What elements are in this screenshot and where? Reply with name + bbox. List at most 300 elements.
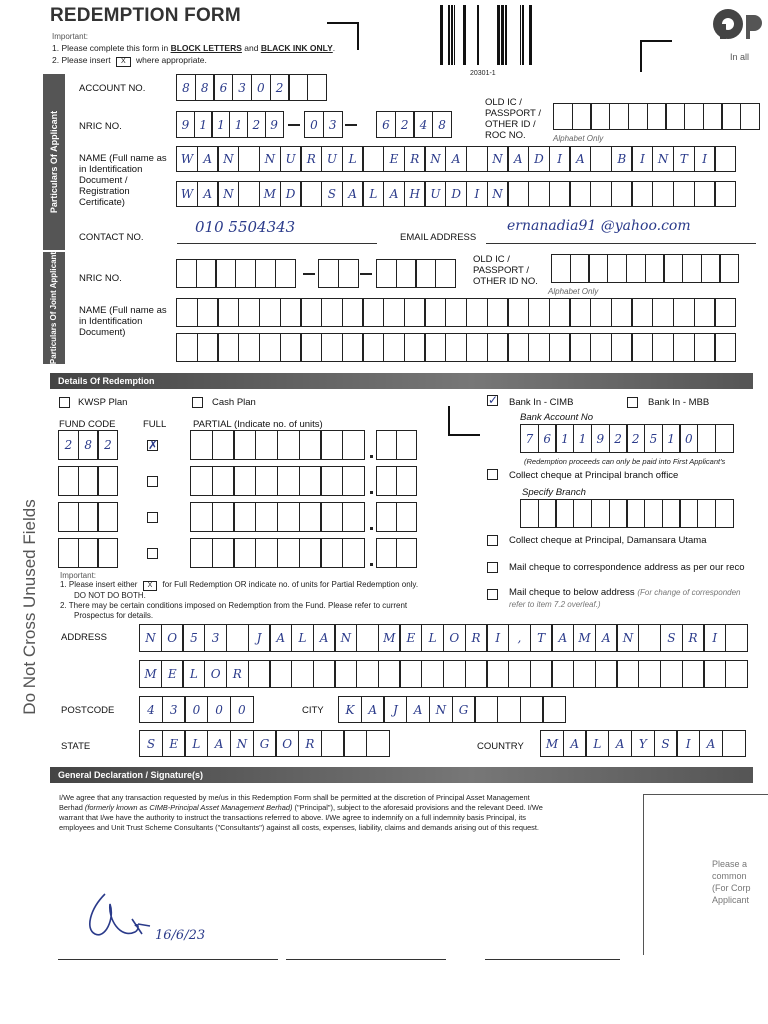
char-box[interactable]: 7 [520, 424, 539, 453]
char-box[interactable] [362, 298, 384, 327]
char-box[interactable]: R [300, 146, 322, 172]
char-box[interactable] [233, 502, 256, 532]
char-box[interactable] [280, 333, 302, 362]
char-box[interactable] [421, 660, 444, 688]
char-box[interactable] [288, 74, 308, 101]
char-box[interactable]: 0 [251, 74, 271, 101]
char-box[interactable] [573, 660, 596, 688]
char-box[interactable] [299, 502, 322, 532]
char-box[interactable] [694, 181, 716, 207]
char-box[interactable] [549, 333, 571, 362]
char-box[interactable] [277, 430, 300, 460]
char-box[interactable]: O [161, 624, 184, 652]
char-box[interactable] [466, 146, 488, 172]
char-box[interactable]: 8 [195, 74, 215, 101]
char-box[interactable] [647, 103, 667, 130]
char-box[interactable] [376, 502, 397, 532]
char-box[interactable]: N [487, 146, 509, 172]
char-box[interactable] [703, 660, 726, 688]
char-box[interactable] [196, 259, 217, 288]
char-box[interactable] [299, 538, 322, 568]
char-box[interactable] [217, 298, 239, 327]
char-box[interactable]: N [217, 146, 239, 172]
char-box[interactable] [715, 499, 734, 528]
partial-units-field[interactable] [190, 466, 365, 496]
char-box[interactable]: 9 [591, 424, 610, 453]
char-box[interactable]: O [275, 730, 299, 757]
char-box[interactable] [611, 181, 633, 207]
char-box[interactable]: 0 [304, 111, 324, 138]
mail-below-checkbox[interactable] [487, 589, 498, 600]
char-box[interactable]: N [334, 624, 357, 652]
char-box[interactable] [570, 254, 590, 283]
char-box[interactable]: 0 [230, 696, 254, 723]
char-box[interactable] [396, 430, 417, 460]
char-box[interactable] [721, 103, 741, 130]
bank-mbb-checkbox[interactable] [627, 397, 638, 408]
char-box[interactable] [694, 298, 716, 327]
char-box[interactable]: L [291, 624, 314, 652]
joint-nric-field-part3[interactable] [376, 259, 456, 288]
char-box[interactable]: 2 [97, 430, 118, 460]
char-box[interactable] [528, 333, 550, 362]
char-box[interactable] [694, 333, 716, 362]
char-box[interactable] [383, 333, 405, 362]
char-box[interactable]: 2 [247, 111, 266, 138]
char-box[interactable]: L [342, 146, 364, 172]
bank-account-field[interactable] [520, 424, 734, 453]
char-box[interactable]: 1 [555, 424, 574, 453]
char-box[interactable] [190, 466, 213, 496]
char-box[interactable]: 3 [204, 624, 227, 652]
char-box[interactable] [233, 430, 256, 460]
char-box[interactable] [740, 103, 760, 130]
char-box[interactable] [590, 146, 612, 172]
char-box[interactable] [722, 730, 746, 757]
char-box[interactable] [474, 696, 498, 723]
char-box[interactable] [682, 254, 702, 283]
char-box[interactable] [277, 538, 300, 568]
char-box[interactable] [176, 333, 198, 362]
char-box[interactable]: 6 [538, 424, 557, 453]
char-box[interactable] [259, 298, 281, 327]
char-box[interactable]: D [280, 181, 302, 207]
char-box[interactable] [445, 333, 467, 362]
char-box[interactable] [255, 430, 278, 460]
char-box[interactable]: L [182, 660, 205, 688]
char-box[interactable]: N [429, 696, 453, 723]
char-box[interactable] [609, 103, 629, 130]
partial-decimals-field[interactable] [376, 466, 417, 496]
char-box[interactable] [217, 333, 239, 362]
char-box[interactable]: N [616, 624, 639, 652]
char-box[interactable] [507, 181, 529, 207]
char-box[interactable]: 5 [182, 624, 205, 652]
char-box[interactable] [697, 499, 716, 528]
char-box[interactable]: J [383, 696, 407, 723]
char-box[interactable]: 0 [184, 696, 208, 723]
char-box[interactable] [682, 660, 705, 688]
char-box[interactable] [520, 499, 539, 528]
char-box[interactable]: A [207, 730, 231, 757]
char-box[interactable] [628, 103, 648, 130]
char-box[interactable]: N [652, 146, 674, 172]
collect-dsu-checkbox[interactable] [487, 535, 498, 546]
nric-field-part1[interactable] [176, 111, 284, 138]
char-box[interactable] [320, 502, 343, 532]
char-box[interactable] [626, 499, 645, 528]
char-box[interactable] [415, 259, 436, 288]
char-box[interactable]: 8 [78, 430, 99, 460]
char-box[interactable]: 1 [662, 424, 681, 453]
char-box[interactable]: A [342, 181, 364, 207]
char-box[interactable] [673, 333, 695, 362]
char-box[interactable] [362, 333, 384, 362]
char-box[interactable]: 3 [232, 74, 252, 101]
fund-code-field[interactable] [58, 538, 118, 568]
char-box[interactable]: S [660, 624, 683, 652]
name-field-row1[interactable] [176, 146, 736, 172]
char-box[interactable] [645, 254, 665, 283]
char-box[interactable] [255, 502, 278, 532]
char-box[interactable] [300, 181, 322, 207]
char-box[interactable] [342, 538, 365, 568]
char-box[interactable]: D [445, 181, 467, 207]
char-box[interactable]: 6 [213, 74, 233, 101]
char-box[interactable]: M [139, 660, 162, 688]
char-box[interactable] [396, 502, 417, 532]
char-box[interactable] [396, 466, 417, 496]
char-box[interactable] [466, 333, 488, 362]
char-box[interactable] [176, 298, 198, 327]
bank-cimb-checkbox[interactable]: ✓ [488, 393, 499, 407]
joint-name-field-row2[interactable] [176, 333, 736, 362]
postcode-field[interactable] [139, 696, 254, 723]
char-box[interactable]: 0 [679, 424, 698, 453]
full-redemption-checkbox[interactable]: ✗ [148, 438, 159, 452]
char-box[interactable] [259, 333, 281, 362]
char-box[interactable] [507, 298, 529, 327]
char-box[interactable]: I [694, 146, 716, 172]
char-box[interactable]: R [682, 624, 705, 652]
char-box[interactable] [725, 660, 748, 688]
joint-nric-field-part1[interactable] [176, 259, 296, 288]
char-box[interactable] [595, 660, 618, 688]
char-box[interactable] [190, 538, 213, 568]
kwsp-plan-checkbox[interactable] [59, 397, 70, 408]
char-box[interactable] [652, 298, 674, 327]
char-box[interactable] [376, 430, 397, 460]
contact-no-value[interactable]: 010 5504343 [195, 218, 296, 236]
char-box[interactable] [714, 298, 736, 327]
char-box[interactable] [226, 624, 249, 652]
char-box[interactable] [435, 259, 456, 288]
char-box[interactable] [588, 254, 608, 283]
nric-field-part3[interactable] [376, 111, 452, 138]
char-box[interactable] [269, 660, 292, 688]
char-box[interactable]: S [321, 181, 343, 207]
char-box[interactable]: A [595, 624, 618, 652]
partial-decimals-field[interactable] [376, 502, 417, 532]
city-field[interactable] [338, 696, 566, 723]
char-box[interactable] [590, 298, 612, 327]
char-box[interactable] [497, 696, 521, 723]
joint-old-ic-field[interactable] [551, 254, 739, 283]
char-box[interactable]: A [563, 730, 587, 757]
char-box[interactable]: W [176, 181, 198, 207]
char-box[interactable] [465, 660, 488, 688]
partial-units-field[interactable] [190, 502, 365, 532]
char-box[interactable] [396, 259, 417, 288]
char-box[interactable] [376, 259, 397, 288]
char-box[interactable] [334, 660, 357, 688]
char-box[interactable]: 2 [609, 424, 628, 453]
char-box[interactable]: L [421, 624, 444, 652]
char-box[interactable]: A [445, 146, 467, 172]
char-box[interactable] [320, 466, 343, 496]
char-box[interactable] [300, 333, 322, 362]
char-box[interactable] [549, 181, 571, 207]
partial-decimals-field[interactable] [376, 538, 417, 568]
char-box[interactable]: O [204, 660, 227, 688]
char-box[interactable] [443, 660, 466, 688]
char-box[interactable]: 8 [176, 74, 196, 101]
char-box[interactable]: L [184, 730, 208, 757]
char-box[interactable]: W [176, 146, 198, 172]
char-box[interactable] [212, 466, 235, 496]
char-box[interactable] [78, 502, 99, 532]
char-box[interactable] [551, 254, 571, 283]
joint-name-field-row1[interactable] [176, 298, 736, 327]
char-box[interactable] [307, 74, 327, 101]
char-box[interactable]: 1 [194, 111, 213, 138]
char-box[interactable] [190, 430, 213, 460]
char-box[interactable] [321, 298, 343, 327]
char-box[interactable] [725, 624, 748, 652]
char-box[interactable]: D [528, 146, 550, 172]
char-box[interactable]: N [487, 181, 509, 207]
char-box[interactable] [321, 333, 343, 362]
specify-branch-field[interactable] [520, 499, 734, 528]
char-box[interactable]: 4 [139, 696, 163, 723]
char-box[interactable]: I [486, 624, 509, 652]
char-box[interactable] [714, 146, 736, 172]
char-box[interactable] [424, 298, 446, 327]
char-box[interactable]: G [452, 696, 476, 723]
char-box[interactable]: M [573, 624, 596, 652]
char-box[interactable]: I [676, 730, 700, 757]
char-box[interactable] [238, 298, 260, 327]
char-box[interactable]: I [703, 624, 726, 652]
char-box[interactable]: S [654, 730, 678, 757]
char-box[interactable]: A [699, 730, 723, 757]
char-box[interactable] [376, 466, 397, 496]
char-box[interactable] [320, 430, 343, 460]
char-box[interactable] [507, 333, 529, 362]
char-box[interactable]: 2 [58, 430, 79, 460]
char-box[interactable] [399, 660, 422, 688]
char-box[interactable]: A [551, 624, 574, 652]
char-box[interactable] [342, 502, 365, 532]
char-box[interactable] [338, 259, 359, 288]
char-box[interactable]: K [338, 696, 362, 723]
char-box[interactable]: A [406, 696, 430, 723]
char-box[interactable]: 6 [376, 111, 396, 138]
char-box[interactable] [212, 430, 235, 460]
char-box[interactable] [590, 333, 612, 362]
char-box[interactable]: T [530, 624, 553, 652]
char-box[interactable]: A [197, 146, 219, 172]
char-box[interactable] [679, 499, 698, 528]
char-box[interactable] [520, 696, 544, 723]
char-box[interactable]: Y [631, 730, 655, 757]
char-box[interactable] [673, 298, 695, 327]
char-box[interactable]: J [248, 624, 271, 652]
char-box[interactable] [233, 466, 256, 496]
char-box[interactable] [626, 254, 646, 283]
char-box[interactable]: U [280, 146, 302, 172]
char-box[interactable] [528, 298, 550, 327]
char-box[interactable]: N [259, 146, 281, 172]
char-box[interactable]: E [399, 624, 422, 652]
name-field-row2[interactable] [176, 181, 736, 207]
char-box[interactable]: E [162, 730, 186, 757]
char-box[interactable] [300, 298, 322, 327]
mail-corr-checkbox[interactable] [487, 562, 498, 573]
char-box[interactable] [343, 730, 367, 757]
full-redemption-checkbox[interactable] [147, 548, 158, 559]
char-box[interactable] [486, 660, 509, 688]
fund-code-field[interactable] [58, 430, 118, 460]
char-box[interactable] [569, 298, 591, 327]
char-box[interactable] [275, 259, 296, 288]
char-box[interactable]: G [253, 730, 277, 757]
char-box[interactable] [376, 538, 397, 568]
char-box[interactable]: U [321, 146, 343, 172]
char-box[interactable]: O [443, 624, 466, 652]
char-box[interactable] [291, 660, 314, 688]
char-box[interactable] [97, 538, 118, 568]
char-box[interactable]: I [549, 146, 571, 172]
char-box[interactable]: 2 [626, 424, 645, 453]
char-box[interactable] [356, 624, 379, 652]
char-box[interactable]: R [404, 146, 426, 172]
char-box[interactable]: 9 [176, 111, 195, 138]
char-box[interactable]: H [404, 181, 426, 207]
char-box[interactable] [197, 298, 219, 327]
char-box[interactable] [569, 333, 591, 362]
char-box[interactable] [673, 181, 695, 207]
char-box[interactable] [97, 466, 118, 496]
char-box[interactable] [404, 333, 426, 362]
char-box[interactable]: 9 [265, 111, 284, 138]
char-box[interactable] [530, 660, 553, 688]
char-box[interactable] [299, 430, 322, 460]
char-box[interactable] [320, 538, 343, 568]
partial-decimals-field[interactable] [376, 430, 417, 460]
char-box[interactable] [235, 259, 256, 288]
char-box[interactable] [277, 466, 300, 496]
char-box[interactable] [404, 298, 426, 327]
char-box[interactable] [277, 502, 300, 532]
char-box[interactable]: N [139, 624, 162, 652]
char-box[interactable]: T [673, 146, 695, 172]
char-box[interactable] [58, 466, 79, 496]
char-box[interactable] [616, 660, 639, 688]
address-field-row1[interactable] [139, 624, 748, 652]
char-box[interactable] [665, 103, 685, 130]
char-box[interactable] [176, 259, 197, 288]
char-box[interactable]: R [298, 730, 322, 757]
char-box[interactable]: L [362, 181, 384, 207]
address-field-row2[interactable] [139, 660, 748, 688]
char-box[interactable]: 3 [323, 111, 343, 138]
char-box[interactable] [321, 730, 345, 757]
char-box[interactable] [719, 254, 739, 283]
char-box[interactable] [212, 502, 235, 532]
partial-units-field[interactable] [190, 538, 365, 568]
char-box[interactable] [238, 181, 260, 207]
char-box[interactable]: 1 [229, 111, 248, 138]
char-box[interactable] [660, 660, 683, 688]
char-box[interactable] [590, 181, 612, 207]
char-box[interactable] [190, 502, 213, 532]
collect-branch-checkbox[interactable] [487, 469, 498, 480]
char-box[interactable] [553, 103, 573, 130]
char-box[interactable]: 0 [207, 696, 231, 723]
char-box[interactable]: S [139, 730, 163, 757]
char-box[interactable] [638, 624, 661, 652]
char-box[interactable] [528, 181, 550, 207]
char-box[interactable] [299, 466, 322, 496]
char-box[interactable]: M [378, 624, 401, 652]
char-box[interactable] [466, 298, 488, 327]
char-box[interactable]: 1 [573, 424, 592, 453]
char-box[interactable] [255, 538, 278, 568]
char-box[interactable] [684, 103, 704, 130]
char-box[interactable]: 8 [432, 111, 452, 138]
char-box[interactable] [607, 254, 627, 283]
char-box[interactable] [366, 730, 390, 757]
char-box[interactable]: A [197, 181, 219, 207]
char-box[interactable]: A [361, 696, 385, 723]
char-box[interactable] [573, 499, 592, 528]
char-box[interactable]: I [466, 181, 488, 207]
char-box[interactable] [714, 181, 736, 207]
char-box[interactable]: A [569, 146, 591, 172]
signature-line-1[interactable] [58, 959, 278, 960]
char-box[interactable] [212, 538, 235, 568]
fund-code-field[interactable] [58, 502, 118, 532]
char-box[interactable] [652, 333, 674, 362]
char-box[interactable] [555, 499, 574, 528]
char-box[interactable] [97, 502, 118, 532]
char-box[interactable]: 5 [644, 424, 663, 453]
char-box[interactable]: N [230, 730, 254, 757]
old-ic-field[interactable] [553, 103, 760, 130]
char-box[interactable]: U [424, 181, 446, 207]
char-box[interactable]: 2 [395, 111, 415, 138]
char-box[interactable] [356, 660, 379, 688]
full-redemption-checkbox[interactable] [147, 476, 158, 487]
char-box[interactable]: E [161, 660, 184, 688]
char-box[interactable]: A [608, 730, 632, 757]
cash-plan-checkbox[interactable] [192, 397, 203, 408]
char-box[interactable] [572, 103, 592, 130]
char-box[interactable]: 2 [270, 74, 290, 101]
char-box[interactable] [255, 466, 278, 496]
char-box[interactable]: A [507, 146, 529, 172]
